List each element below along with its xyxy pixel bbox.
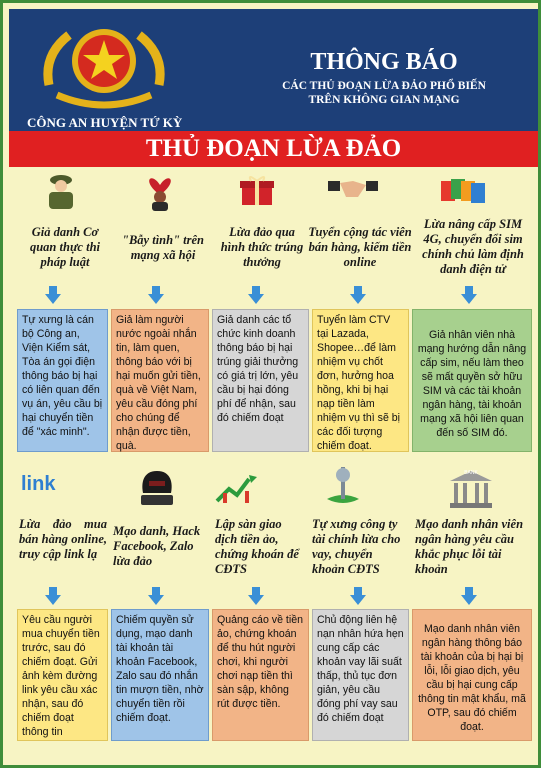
caption-bank-staff: Mạo danh nhân viên ngân hàng yêu cầu khắc phục lỗi tài khoản	[415, 517, 524, 576]
arrow-down-icon	[350, 286, 366, 304]
arrow-down-icon	[248, 286, 264, 304]
arrow-down-icon	[248, 587, 264, 605]
link-icon: link	[21, 473, 56, 495]
bank-icon-label: BANK	[464, 470, 478, 476]
police-emblem-icon	[39, 15, 169, 111]
heart-trap-icon	[141, 171, 179, 211]
arrow-down-icon	[148, 286, 164, 304]
desc-hack-social: Chiếm quyền sử dụng, mạo danh tài khoản tài khoản Facebook, Zalo sau đó nhắn tin mượn tiền, nhờ chuyển tiền rồi chiếm đoạt.	[111, 609, 209, 741]
caption-crypto-exchange: Lập sàn giao dịch tiền ảo, chứng khoán để CĐTS	[215, 517, 299, 576]
desc-online-shopping: Yêu cầu người mua chuyển tiền trước, sau đó chiếm đoạt. Gửi ảnh kèm đường link yêu cầu xác nhận, sau đó chiếm đoạt thông tin	[17, 609, 108, 741]
notice-title: THÔNG BÁO	[310, 49, 458, 75]
arrow-down-icon	[148, 587, 164, 605]
hacker-icon	[135, 469, 179, 507]
handshake-icon	[328, 177, 378, 203]
caption-online-shopping: Lừa đảo mua bán hàng online, truy cập link lạ	[19, 517, 107, 561]
caption-collaborator: Tuyển cộng tác viên bán hàng, kiếm tiền online	[308, 225, 412, 269]
police-soldier-icon	[41, 173, 81, 209]
sim-card-icon	[439, 175, 493, 209]
desc-collaborator: Tuyển làm CTV tại Lazada, Shopee…để làm nhiệm vụ chốt đơn, hưởng hoa hồng, khi bị hại nạp tiền làm nhiệm vụ thì sẽ bị các đối tượng chiếm đoạt.	[312, 309, 409, 452]
unit-name: CÔNG AN HUYỆN TỨ KỲ	[27, 115, 183, 130]
caption-finance-company: Tự xưng công ty tài chính lừa cho vay, chuyển khoản CĐTS	[312, 517, 401, 576]
subtitle-line-2: TRÊN KHÔNG GIAN MẠNG	[308, 94, 460, 106]
desc-sim-upgrade: Giả nhân viên nhà mạng hướng dẫn nâng cấp sim, nếu làm theo sẽ mất quyền sở hữu SIM và các tài khoản ngân hàng, tài khoản mạng xã hội liên quan đến số SIM đó.	[412, 309, 532, 452]
caption-hack-social: Mạo danh, Hack Facebook, Zalo lừa đảo	[113, 524, 201, 568]
desc-finance-company: Chủ động liên hệ nạn nhân hứa hẹn cung cấp các khoản vay lãi suất thấp, thủ tục đơn giản, yêu cầu đóng phí vay sau đó chiếm đoạt	[312, 609, 409, 741]
arrow-down-icon	[350, 587, 366, 605]
section-banner: THỦ ĐOẠN LỪA ĐẢO	[9, 131, 538, 167]
arrow-down-icon	[45, 286, 61, 304]
trading-chart-icon	[215, 471, 259, 507]
caption-sim-upgrade: Lừa nâng cấp SIM 4G, chuyển đổi sim chính chủ làm định danh điện tử	[422, 217, 524, 276]
finance-money-icon	[321, 463, 365, 509]
gift-box-icon	[239, 173, 275, 207]
desc-love-trap: Giả làm người nước ngoài nhắn tin, làm quen, thông báo với bị hại muốn gửi tiền, quà về Việt Nam, yêu cầu đóng phí cho chúng để nhận được tiền, quà.	[111, 309, 209, 452]
notice-subtitle	[254, 79, 514, 107]
desc-prize: Giả danh các tổ chức kinh doanh thông báo bị hại trúng giải thưởng có giá trị lớn, yêu cầu bị hại đóng phí để nhận, sau đó chiếm đoạt	[212, 309, 309, 452]
arrow-down-icon	[461, 587, 477, 605]
caption-law-enforcement: Giả danh Cơ quan thực thi pháp luật	[29, 225, 100, 269]
desc-crypto-exchange: Quảng cáo về tiền ảo, chứng khoán để thu hút người chơi, khi người chơi nạp tiền thì sàn sập, không rút được tiền.	[212, 609, 309, 741]
caption-love-trap: "Bẫy tình" trên mạng xã hội	[122, 233, 204, 262]
arrow-down-icon	[461, 286, 477, 304]
caption-prize: Lừa đảo qua hình thức trúng thưởng	[220, 225, 304, 269]
desc-bank-staff: Mạo danh nhân viên ngân hàng thông báo tài khoản của bị hại bị lỗi, lỗi giao dịch, yêu cầu bị hại cung cấp thông tin mật khẩu, mã OTP, sau đó chiếm đoạt.	[412, 609, 532, 741]
header	[9, 9, 538, 134]
arrow-down-icon	[45, 587, 61, 605]
desc-law-enforcement: Tự xưng là cán bộ Công an, Viện Kiểm sát, Tòa án gọi điện thông báo bị hại có liên quan đến vụ án, yêu cầu bị hại chuyển tiền để "xác minh".	[17, 309, 108, 452]
subtitle-line-1: CÁC THỦ ĐOẠN LỪA ĐẢO PHỔ BIẾN	[282, 80, 486, 92]
